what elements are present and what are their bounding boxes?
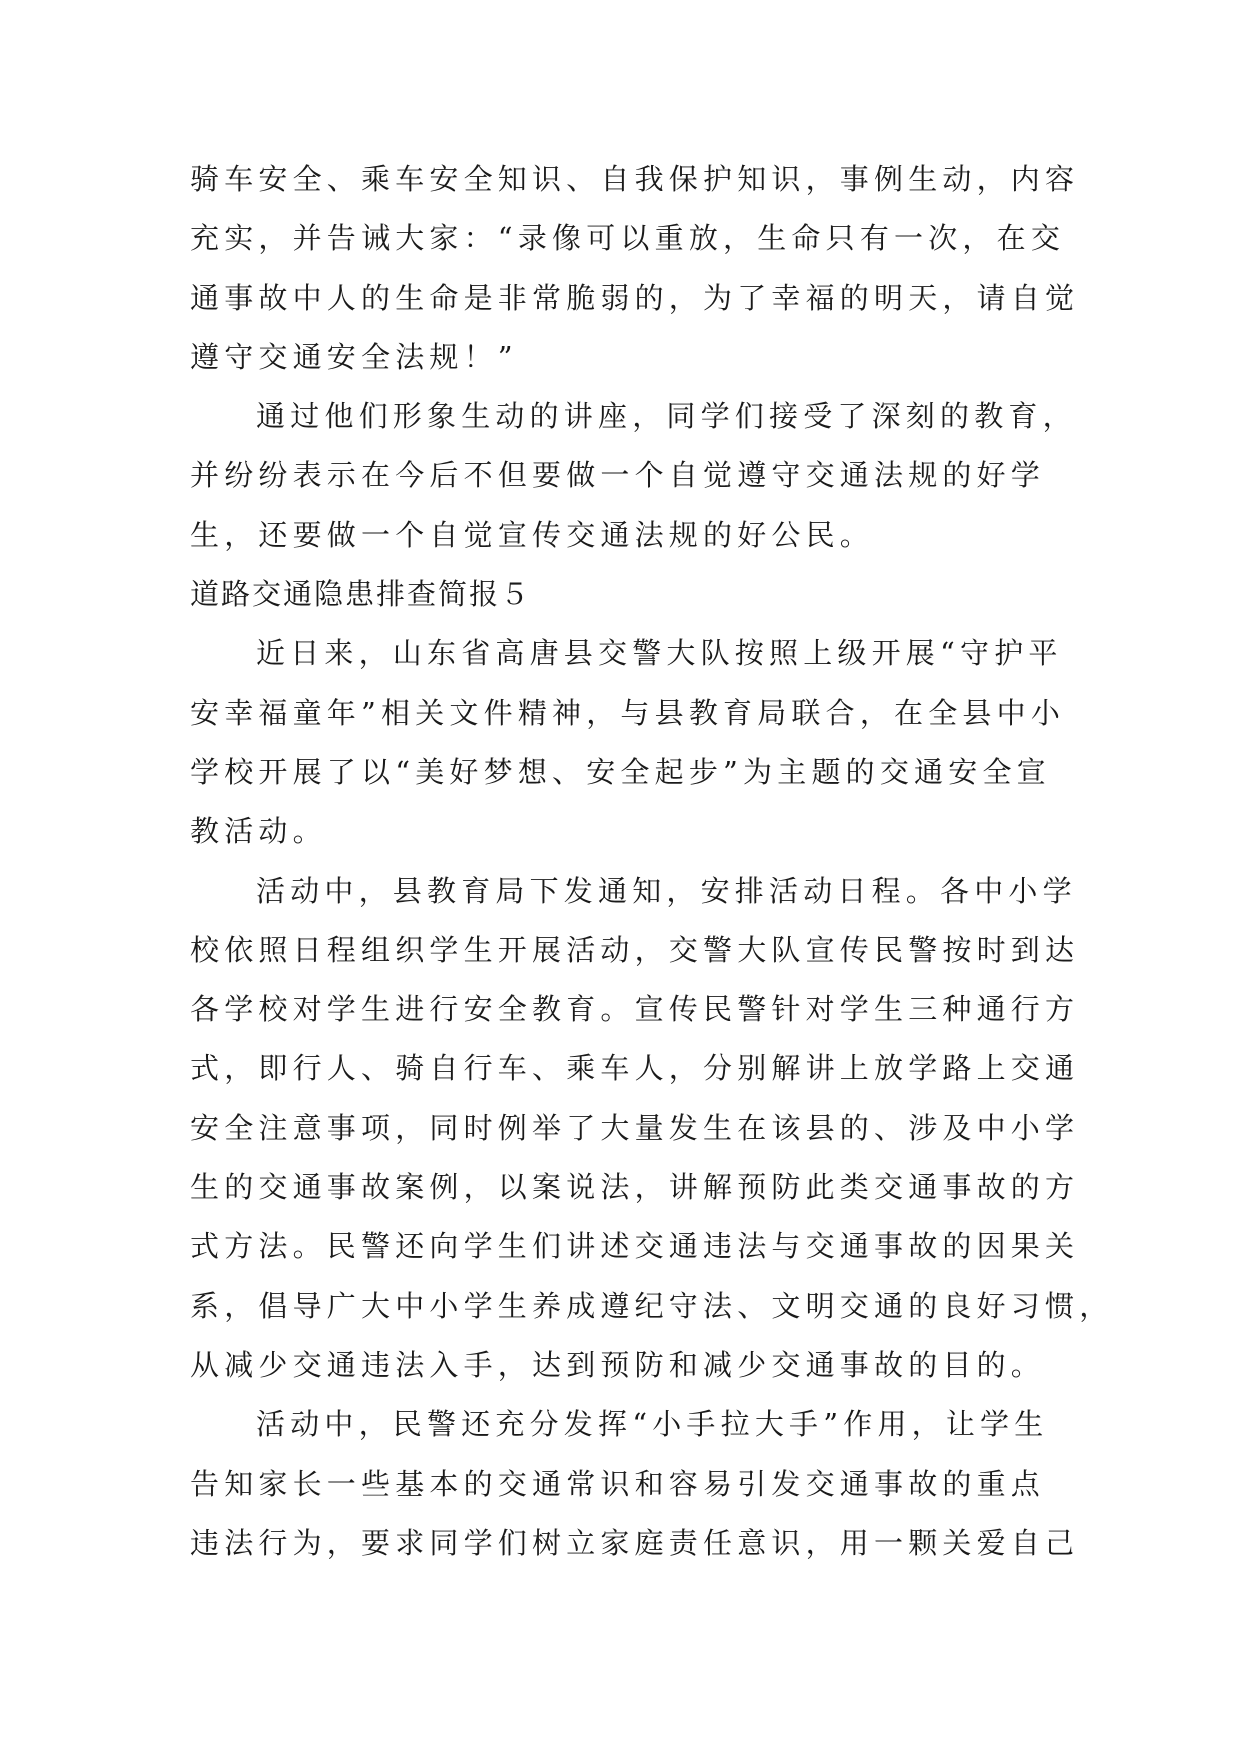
- text-line: 校依照日程组织学生开展活动，交警大队宣传民警按时到达: [190, 932, 1080, 967]
- text-line: 违法行为，要求同学们树立家庭责任意识，用一颗关爱自己: [190, 1525, 1080, 1560]
- paragraph-first-line: 活动中，民警还充分发挥“小手拉大手”作用，让学生: [256, 1407, 1049, 1442]
- text-line: 告知家长一些基本的交通常识和容易引发交通事故的重点: [190, 1466, 1046, 1501]
- text-line: 学校开展了以“美好梦想、安全起步”为主题的交通安全宣: [190, 754, 1051, 789]
- text-line: 遵守交通安全法规！”: [190, 339, 518, 374]
- text-line: 生的交通事故案例，以案说法，讲解预防此类交通事故的方: [190, 1170, 1080, 1205]
- text-line: 式方法。民警还向学生们讲述交通违法与交通事故的因果关: [190, 1229, 1080, 1264]
- text-line: 各学校对学生进行安全教育。宣传民警针对学生三种通行方: [190, 992, 1080, 1027]
- text-line: 充实，并告诫大家：“录像可以重放，生命只有一次，在交: [190, 221, 1066, 256]
- paragraph-first-line: 近日来，山东省高唐县交警大队按照上级开展“守护平: [256, 636, 1063, 671]
- text-line: 系，倡导广大中小学生养成遵纪守法、文明交通的良好习惯，: [190, 1288, 1114, 1323]
- text-line: 安幸福童年”相关文件精神，与县教育局联合，在全县中小: [190, 695, 1066, 730]
- text-line: 从减少交通违法入手，达到预防和减少交通事故的目的。: [190, 1347, 1046, 1382]
- text-line: 教活动。: [190, 814, 327, 849]
- document-body: [190, 150, 1114, 1573]
- text-line: 通事故中人的生命是非常脆弱的，为了幸福的明天，请自觉: [190, 280, 1080, 315]
- text-line: 安全注意事项，同时例举了大量发生在该县的、涉及中小学: [190, 1110, 1080, 1145]
- paragraph-first-line: 通过他们形象生动的讲座，同学们接受了深刻的教育，: [256, 399, 1077, 434]
- text-line: 骑车安全、乘车安全知识、自我保护知识，事例生动，内容: [190, 162, 1080, 196]
- text-line: 并纷纷表示在今后不但要做一个自觉遵守交通法规的好学: [190, 458, 1046, 493]
- text-line: 式，即行人、骑自行车、乘车人，分别解讲上放学路上交通: [190, 1051, 1080, 1086]
- paragraph-first-line: 活动中，县教育局下发通知，安排活动日程。各中小学: [256, 873, 1077, 908]
- text-line: 生，还要做一个自觉宣传交通法规的好公民。: [190, 517, 875, 552]
- section-heading: 道路交通隐患排查简报５: [190, 577, 532, 612]
